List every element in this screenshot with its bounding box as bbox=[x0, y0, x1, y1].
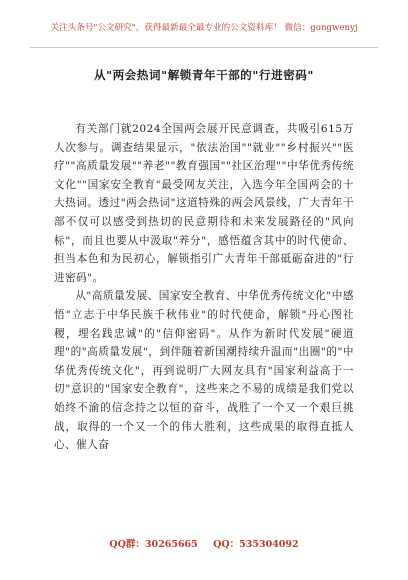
footer-contact bbox=[0, 536, 408, 550]
body-paragraph-1: 有关部门就2024全国两会展开民意调查，共吸引615万人次参与。调查结果显示，"依法治国""就业""乡村振兴""医疗""高质量发展""养老""教育强国""社区治理""中华优秀传统文化""国家安全教育"最受网友关注，入选今年全国两会的十大热词。透过"两会热词"这道特殊的两会风景线，广大青年干部不仅可以感受到热切的民意期待和未来发展路径的"风向标"，而且也要从中汲取"养分"，感悟蕴含其中的时代使命、担当本色和为民初心，解锁指引广大青年干部砥砺奋进的"行进密码"。 bbox=[54, 123, 354, 284]
body-paragraph-2: 从"高质量发展、国家安全教育、中华优秀传统文化"中感悟"立志于中华民族千秋伟业"的时代使命，解锁"丹心图社稷，埋名践忠诚"的"信仰密码"。从作为新时代发展"硬道理"的"高质量发展"，到伴随着新国潮持续升温而"出圈"的"中华优秀传统文化"，再到说明广大网友具有"国家利益高于一切"意识的"国家安全教育"，这些来之不易的成绩是我们党以始终不渝的信念持之以恒的奋斗，战胜了一个又一个艰巨挑战，取得的一个又一个的伟大胜利，这些成果的取得直抵人心、催人奋 bbox=[54, 290, 354, 452]
footer-qq-group: QQ群：30265665 bbox=[109, 539, 198, 550]
header-divider bbox=[30, 47, 378, 48]
header-promo-text: 关注头条号"公文研究"，获得最新最全最专业的公文资料库！ 微信：gongwenyj bbox=[50, 23, 358, 33]
document-body bbox=[54, 120, 354, 455]
document-title: 从"两会热词"解锁青年干部的"行进密码" bbox=[94, 68, 314, 82]
footer-qq-number: QQ：535304092 bbox=[213, 539, 299, 550]
